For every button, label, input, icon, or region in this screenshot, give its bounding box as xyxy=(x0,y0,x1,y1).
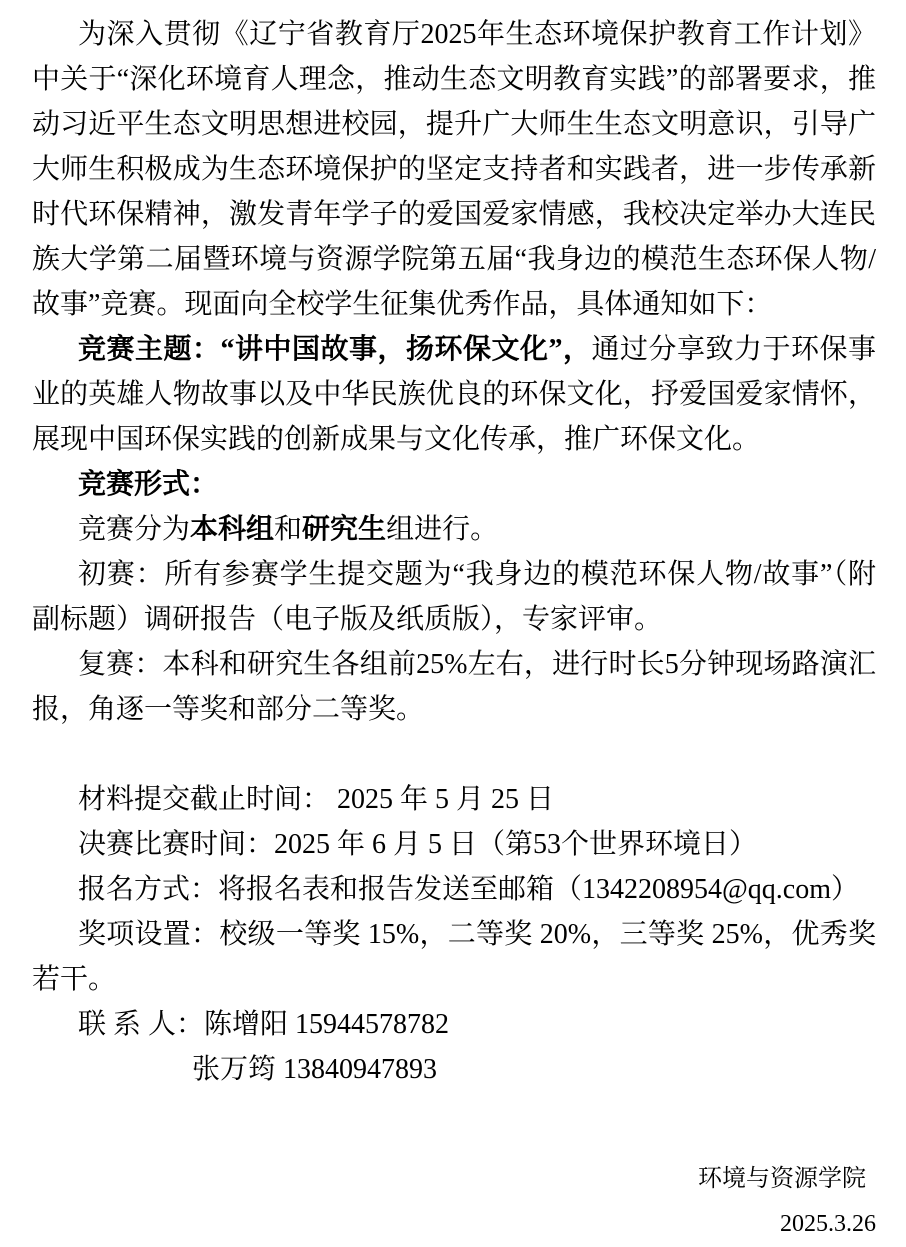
paragraph-material-deadline xyxy=(32,777,876,822)
paragraph-contact-2 xyxy=(32,1047,876,1092)
text-run: 2025.3.26 xyxy=(780,1211,876,1237)
paragraph-theme xyxy=(32,327,876,462)
text-run: 报名方式：将报名表和报告发送至邮箱（1342208954@qq.com） xyxy=(78,874,859,905)
text-run: 张万筠 13840947893 xyxy=(192,1054,438,1085)
text-run: 竞赛分为 xyxy=(78,514,191,545)
text-run-theme-bold: 竞赛主题：“讲中国故事，扬环保文化”， xyxy=(78,334,592,365)
paragraph-registration-method xyxy=(32,867,876,912)
paragraph-preliminary-round xyxy=(32,552,876,642)
paragraph-awards xyxy=(32,912,876,1002)
paragraph-semifinal-round xyxy=(32,642,876,732)
paragraph-groups xyxy=(32,507,876,552)
text-run: 初赛：所有参赛学生提交题为“我身边的模范环保人物/故事”（附副标题）调研报告（电子版及纸质版），专家评审。 xyxy=(32,559,876,635)
text-run: 组进行。 xyxy=(386,514,499,545)
text-run-graduate-group: 研究生 xyxy=(302,514,387,545)
text-run: 环境与资源学院 xyxy=(698,1166,866,1192)
paragraph-final-time xyxy=(32,822,876,867)
paragraph-contact-1 xyxy=(32,1002,876,1047)
text-run: 材料提交截止时间： 2025 年 5 月 25 日 xyxy=(78,784,555,815)
heading-competition-format xyxy=(32,462,876,507)
paragraph-intro xyxy=(32,12,876,327)
text-run: 为深入贯彻《辽宁省教育厅2025年生态环境保护教育工作计划》中关于“深化环境育人理念，推动生态文明教育实践”的部署要求，推动习近平生态文明思想进校园，提升广大师生生态文明意识，引导广大师生积极成为生态环境保护的坚定支持者和实践者，进一步传承新时代环保精神，激发青年学子的爱国爱家情感，我校决定举办大连民族大学第二届暨环境与资源学院第五届“我身边的模范生态环保人物/故事”竞赛。现面向全校学生征集优秀作品，具体通知如下： xyxy=(32,19,876,320)
signoff-date xyxy=(32,1202,876,1247)
text-run-undergrad-group: 本科组 xyxy=(190,514,275,545)
text-run: 和 xyxy=(274,514,303,545)
text-run-format-heading: 竞赛形式： xyxy=(78,469,219,500)
text-run: 奖项设置：校级一等奖 15%，二等奖 20%，三等奖 25%，优秀奖若干。 xyxy=(32,919,876,995)
text-run: 复赛：本科和研究生各组前25%左右，进行时长5分钟现场路演汇报，角逐一等奖和部分二等奖。 xyxy=(32,649,876,725)
signoff-organization xyxy=(32,1157,876,1202)
text-run: 联 系 人：陈增阳 15944578782 xyxy=(78,1009,450,1040)
blank-line xyxy=(32,732,876,777)
text-run: 决赛比赛时间：2025 年 6 月 5 日（第53个世界环境日） xyxy=(78,829,758,860)
text-run: 通过分享致力于环保事业的英雄人物故事以及中华民族优良的环保文化，抒爱国爱家情怀，展现中国环保实践的创新成果与文化传承，推广环保文化。 xyxy=(32,334,876,455)
blank-line xyxy=(32,1092,876,1157)
